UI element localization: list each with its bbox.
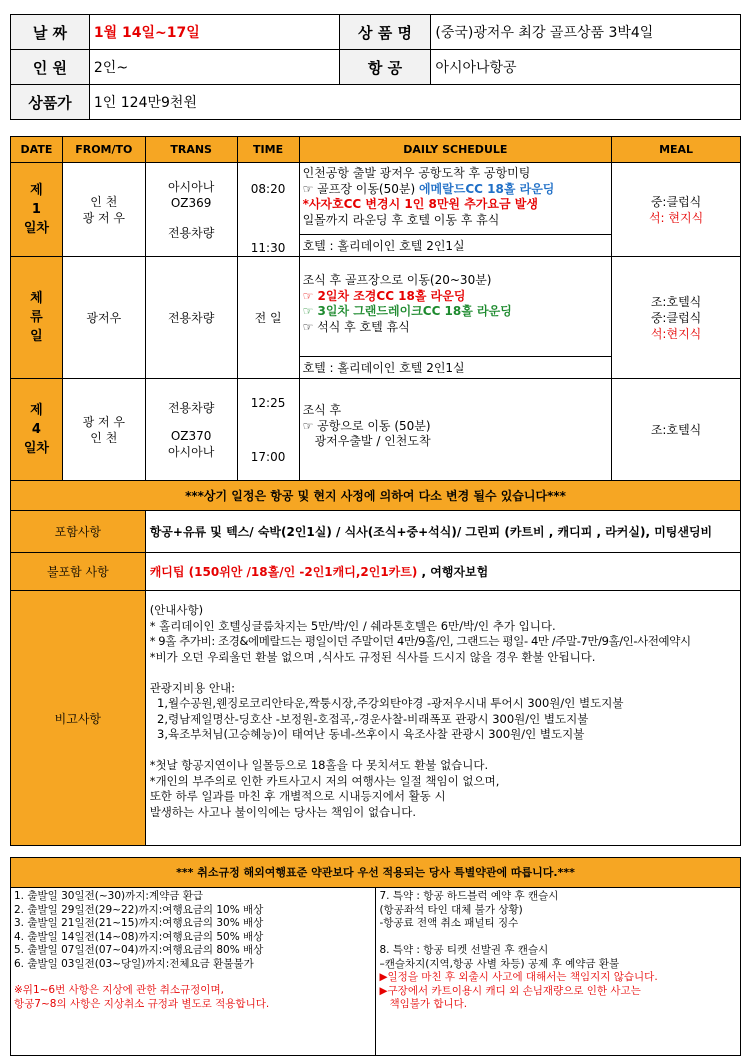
schedule-table — [10, 136, 741, 846]
cancel-right: 7. 특약 : 항공 하드블럭 예약 후 캔슬시 (항공좌석 타인 대체 불가 상황) -항공료 전액 취소 패널티 징수 8. 특약 : 항공 티켓 선발권 후 캔슬시 –캔슬차지(지역,항공 사별 차등) 공제 후 예약금 환불 ▶일정을 마친 후 외출시 사고에 대해서는 책임지지 않습니다. ▶구장에서 카트이용시 캐디 외 손님재량으로 인한 사고는 책임불가 합니다. — [376, 888, 741, 1056]
day1-schedule: 인천공항 출발 광저우 공항도착 후 공항미팅 ☞ 골프장 이동(50분) 에메랄드CC 18홀 라운딩 *사자호CC 변경시 1인 8만원 추가요금 발생 일몰까지 라운딩 후 호텔 이동 후 휴식 — [299, 163, 612, 235]
header-meal: MEAL — [612, 137, 741, 163]
header-trans: TRANS — [145, 137, 237, 163]
day4-schedule: 조식 후 ☞ 공항으로 이동 (50분) 광저우출발 / 인천도착 — [299, 379, 612, 481]
info-table — [10, 14, 741, 120]
day2-meal: 조:호텔식 중:클럽식 석:현지식 — [612, 257, 741, 379]
cancel-left: 1. 출발일 30일전(~30)까지:계약금 환급 2. 출발일 29일전(29~22)까지:여행요금의 10% 배상 3. 출발일 21일전(21~15)까지:여행요금의 30% 배상 4. 출발일 14일전(14~08)까지:여행요금의 50% 배상 5. 출발일 07일전(07~04)까지:여행요금의 80% 배상 6. 출발일 03일전(03~당일)까지:전체요금 환불불가 ※위1~6번 사항은 지상에 관한 취소규정이며, 항공7~8의 사항은 지상취소 규정과 별도로 적용합니다. — [11, 888, 376, 1056]
day1-trans: 아시아나 OZ369 전용차량 — [145, 163, 237, 257]
day4-time-depart: 12:25 — [250, 395, 286, 410]
people-label: 인 원 — [11, 50, 90, 85]
day1-hotel: 호텔 : 홀리데이인 호텔 2인1실 — [299, 235, 612, 257]
day4-meal: 조:호텔식 — [612, 379, 741, 481]
header-time: TIME — [237, 137, 299, 163]
header-daily-schedule: DAILY SCHEDULE — [299, 137, 612, 163]
day2-hotel: 호텔 : 홀리데이인 호텔 2인1실 — [299, 357, 612, 379]
day1-date: 제 1 일차 — [11, 163, 63, 257]
date-value: 1월 14일~17일 — [89, 15, 339, 50]
included-value: 항공+유류 및 텍스/ 숙박(2인1실) / 식사(조식+중+석식)/ 그린피 (카트비 , 캐디피 , 라커실), 미팅샌딩비 — [145, 511, 740, 553]
day2-from-to: 광저우 — [62, 257, 145, 379]
included-label: 포함사항 — [11, 511, 146, 553]
excluded-label: 불포함 사항 — [11, 553, 146, 591]
day4-trans: 전용차량 OZ370 아시아나 — [145, 379, 237, 481]
price-value: 1인 124만9천원 — [89, 85, 740, 120]
day4-date: 제 4 일차 — [11, 379, 63, 481]
excluded-value: 캐디팁 (150위안 /18홀/인 -2인1캐디,2인1카트) , 여행자보험 — [145, 553, 740, 591]
schedule-notice: ***상기 일정은 항공 및 현지 사정에 의하여 다소 변경 될수 있습니다*** — [11, 481, 741, 511]
day4-time — [237, 379, 299, 481]
product-value: (중국)광저우 최강 골프상품 3박4일 — [431, 15, 741, 50]
schedule-header-row — [11, 137, 741, 163]
day1-meal: 중:클럽식 석: 현지식 — [612, 163, 741, 257]
airline-value: 아시아나항공 — [431, 50, 741, 85]
day1-time-arrive: 11:30 — [250, 241, 286, 255]
day2-trans: 전용차량 — [145, 257, 237, 379]
remarks-label: 비고사항 — [11, 591, 146, 846]
people-value: 2인~ — [89, 50, 339, 85]
remarks-content: (안내사항) * 홀리데이인 호텔싱글룸차지는 5만/박/인 / 쉐라톤호텔은 6만/박/인 추가 입니다. * 9홀 추가비: 조경&에메랄드는 평일이던 주말이던 4만/9홀/인, 그랜드는 평일- 4만 /주말-7만/9홀/인-사전예약시 *비가 오던 우뢰울던 환불 없으며 ,식사도 규정된 식사를 드시지 않을 경우 환불 안됩니다. 관광지비용 안내: 1,월수공원,웬징로코리안타운,짝퉁시장,주강외탄야경 -광저우시내 투어시 300원/인 별도지불 2,령남제일명산-딩호산 -보정원-호접곡,-경운사찰-비래폭포 관광시 300원/인 별도지불 3,육조부처님(고승혜능)이 태여난 동네-쓰후이시 육조사찰 관광시 300원/인 별도지불 *첫날 항공지연이나 일몰등으로 18홀을 다 못치셔도 환불 없습니다. *개인의 부주의로 인한 카트사고시 저의 여행사는 일절 책임이 없으며, 또한 하루 일과를 마친 후 개별적으로 시내등지에서 활동 시 발생하는 사고나 불이익에는 당사는 책임이 없습니다. — [145, 591, 740, 846]
day1-time — [237, 163, 299, 257]
product-label: 상 품 명 — [339, 15, 431, 50]
day1-time-depart: 08:20 — [250, 182, 286, 196]
cancel-policy-table — [10, 857, 741, 1056]
day2-time: 전 일 — [237, 257, 299, 379]
day2-date: 체 류 일 — [11, 257, 63, 379]
day4-from-to: 광 저 우 인 천 — [62, 379, 145, 481]
airline-label: 항 공 — [339, 50, 431, 85]
cancel-header: *** 취소규정 해외여행표준 약관보다 우선 적용되는 당사 특별약관에 따릅니다.*** — [11, 858, 741, 888]
header-date: DATE — [11, 137, 63, 163]
day1-from-to: 인 천 광 저 우 — [62, 163, 145, 257]
header-from-to: FROM/TO — [62, 137, 145, 163]
date-label: 날 짜 — [11, 15, 90, 50]
price-label: 상품가 — [11, 85, 90, 120]
day2-schedule: 조식 후 골프장으로 이동(20~30분) ☞ 2일차 조경CC 18홀 라운딩 ☞ 3일차 그랜드레이크CC 18홀 라운딩 ☞ 석식 후 호텔 휴식 — [299, 257, 612, 357]
day4-time-arrive: 17:00 — [250, 449, 286, 464]
